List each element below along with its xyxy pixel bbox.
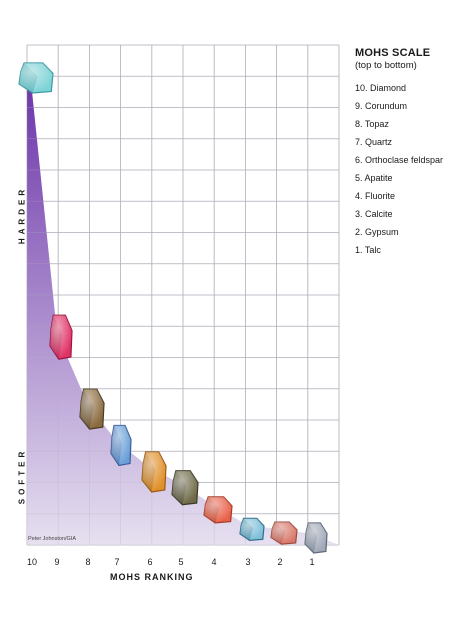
legend-item: 5. Apatite [355, 173, 393, 183]
x-tick-label: 9 [54, 557, 60, 567]
legend-item: 7. Quartz [355, 137, 393, 147]
x-tick-labels [27, 557, 315, 567]
x-tick-label: 4 [211, 557, 217, 567]
x-tick-label: 10 [26, 557, 38, 567]
x-tick-label: 3 [245, 557, 251, 567]
legend-item: 6. Orthoclase feldspar [355, 155, 444, 165]
x-tick-label: 2 [277, 557, 283, 567]
legend-list [355, 79, 467, 259]
legend-item: 4. Fluorite [355, 191, 396, 201]
x-tick-label: 7 [114, 557, 120, 567]
legend-item: 3. Calcite [355, 209, 393, 219]
x-tick-label: 6 [147, 557, 153, 567]
chart-title: MOHS SCALE [355, 47, 431, 59]
x-tick-label: 1 [309, 557, 315, 567]
x-tick-label: 5 [178, 557, 184, 567]
photo-credit: Peter Johnston/GIA [28, 536, 76, 542]
legend-item: 9. Corundum [355, 101, 408, 111]
mineral-specimen [19, 63, 53, 93]
x-tick-label: 8 [85, 557, 91, 567]
mineral-specimen [305, 523, 327, 553]
legend [355, 47, 467, 259]
legend-item: 10. Diamond [355, 83, 407, 93]
legend-item: 8. Topaz [355, 119, 389, 129]
chart-subtitle: (top to bottom) [355, 60, 417, 71]
legend-item: 1. Talc [355, 245, 381, 255]
x-axis-title: MOHS RANKING [110, 572, 194, 582]
legend-item: 2. Gypsum [355, 227, 399, 237]
